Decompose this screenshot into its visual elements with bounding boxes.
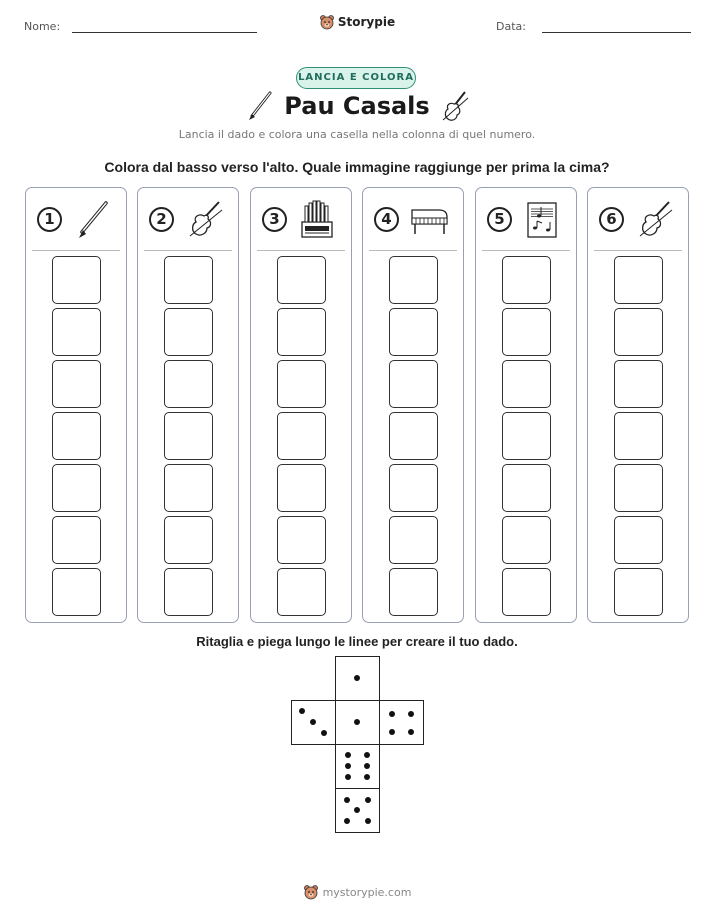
color-box[interactable]	[164, 516, 213, 564]
violin-icon	[440, 90, 470, 124]
column-number: 2	[149, 207, 174, 232]
color-box[interactable]	[52, 308, 101, 356]
color-box[interactable]	[389, 516, 438, 564]
color-box[interactable]	[614, 256, 663, 304]
color-box[interactable]	[614, 308, 663, 356]
color-box[interactable]	[614, 360, 663, 408]
color-box[interactable]	[614, 412, 663, 460]
column-number: 6	[599, 207, 624, 232]
subtitle: Lancia il dado e colora una casella nella colonna di quel numero.	[178, 128, 536, 141]
color-box[interactable]	[502, 412, 551, 460]
instruction: Colora dal basso verso l'alto. Quale immagine raggiunge per prima la cima?	[104, 159, 610, 175]
color-box[interactable]	[502, 256, 551, 304]
page-title: Pau Casals	[284, 92, 430, 120]
color-box[interactable]	[614, 568, 663, 616]
color-box[interactable]	[164, 464, 213, 512]
piano-icon	[409, 200, 449, 240]
color-box[interactable]	[277, 516, 326, 564]
color-box[interactable]	[164, 360, 213, 408]
color-box[interactable]	[164, 308, 213, 356]
color-box[interactable]	[389, 568, 438, 616]
color-box[interactable]	[389, 412, 438, 460]
column-2	[137, 187, 239, 623]
organ-icon	[297, 200, 337, 240]
color-box[interactable]	[502, 516, 551, 564]
column-number: 3	[262, 207, 287, 232]
column-6	[587, 187, 689, 623]
column-number: 1	[37, 207, 62, 232]
color-box[interactable]	[277, 308, 326, 356]
footer	[0, 884, 714, 905]
flute-icon	[72, 200, 112, 240]
die-face-6	[335, 744, 380, 789]
sheet-music-icon	[522, 200, 562, 240]
color-box[interactable]	[389, 256, 438, 304]
color-box[interactable]	[164, 256, 213, 304]
date-label: Data:	[496, 20, 526, 33]
color-box[interactable]	[277, 568, 326, 616]
die-face-4	[379, 700, 424, 745]
activity-badge: LANCIA E COLORA	[296, 67, 416, 89]
color-box[interactable]	[614, 516, 663, 564]
color-box[interactable]	[277, 256, 326, 304]
color-box[interactable]	[52, 464, 101, 512]
die-face-1	[335, 700, 380, 745]
color-box[interactable]	[389, 360, 438, 408]
column-4	[362, 187, 464, 623]
column-1	[25, 187, 127, 623]
cut-instruction: Ritaglia e piega lungo le linee per creare il tuo dado.	[196, 634, 518, 649]
color-box[interactable]	[164, 568, 213, 616]
color-box[interactable]	[389, 308, 438, 356]
color-box[interactable]	[52, 516, 101, 564]
die-face-5	[335, 788, 380, 833]
footer-url[interactable]: mystorypie.com	[322, 885, 412, 899]
color-box[interactable]	[502, 360, 551, 408]
color-box[interactable]	[502, 464, 551, 512]
violin-icon	[634, 200, 674, 240]
color-box[interactable]	[277, 464, 326, 512]
column-number: 4	[374, 207, 399, 232]
color-box[interactable]	[277, 360, 326, 408]
color-box[interactable]	[52, 412, 101, 460]
date-line[interactable]	[542, 32, 691, 33]
color-box[interactable]	[502, 308, 551, 356]
die-face-1	[335, 656, 380, 701]
color-box[interactable]	[614, 464, 663, 512]
die-face-3	[291, 700, 336, 745]
color-box[interactable]	[52, 568, 101, 616]
color-box[interactable]	[502, 568, 551, 616]
column-5	[475, 187, 577, 623]
column-3	[250, 187, 352, 623]
color-box[interactable]	[52, 360, 101, 408]
bear-logo-icon	[303, 884, 319, 900]
color-box[interactable]	[164, 412, 213, 460]
column-number: 5	[487, 207, 512, 232]
color-box[interactable]	[277, 412, 326, 460]
name-label: Nome:	[24, 20, 61, 33]
violin-icon	[184, 200, 224, 240]
color-box[interactable]	[52, 256, 101, 304]
color-box[interactable]	[389, 464, 438, 512]
brand-name: Storypie	[337, 15, 396, 29]
bear-logo-icon	[319, 14, 335, 30]
